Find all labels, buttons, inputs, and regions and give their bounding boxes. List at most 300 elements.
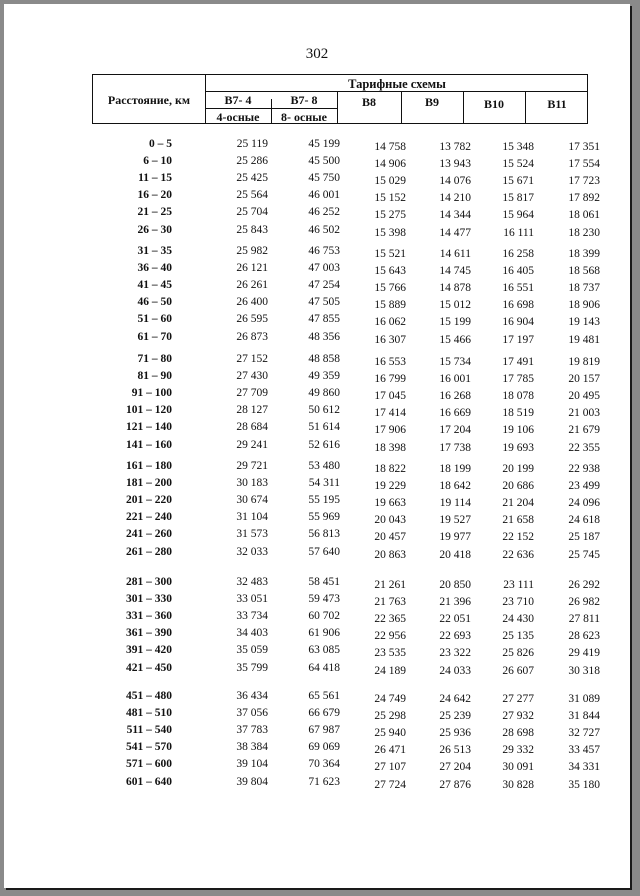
col-subheader-b7-4: 4-осные xyxy=(216,110,260,124)
tariff-cell: 26 292 xyxy=(568,579,600,591)
tariff-cell: 17 204 xyxy=(439,424,471,437)
tariff-cell: 18 822 xyxy=(374,463,406,475)
tariff-cell: 14 210 xyxy=(439,192,471,205)
tariff-cell: 16 001 xyxy=(439,373,471,386)
tariff-cell: 28 127 xyxy=(236,404,268,417)
tariff-cell: 22 636 xyxy=(502,548,534,561)
table-row xyxy=(4,439,630,456)
tariff-cell: 46 753 xyxy=(308,245,340,257)
tariff-cell: 15 029 xyxy=(374,175,406,188)
tariff-cell: 24 430 xyxy=(502,613,534,626)
tariff-cell: 23 499 xyxy=(568,480,600,493)
tariff-cell: 69 069 xyxy=(308,741,340,754)
tariff-cell: 14 076 xyxy=(439,175,471,188)
tariff-cell: 19 229 xyxy=(374,480,406,493)
tariff-cell: 55 969 xyxy=(308,511,340,524)
table-row xyxy=(4,245,630,262)
col-header-b10: В10 xyxy=(483,97,504,111)
tariff-cell: 23 710 xyxy=(502,596,534,609)
tariff-cell: 28 684 xyxy=(236,421,268,434)
tariff-cell: 57 640 xyxy=(308,545,340,558)
table-row xyxy=(4,138,630,155)
distance-cell: 221 – 240 xyxy=(126,511,172,524)
tariff-cell: 15 152 xyxy=(374,192,406,205)
document-page xyxy=(4,4,630,888)
tariff-cell: 17 738 xyxy=(439,441,471,454)
distance-cell: 46 – 50 xyxy=(137,296,172,309)
tariff-cell: 35 799 xyxy=(236,661,268,674)
tariff-cell: 21 658 xyxy=(502,514,534,527)
tariff-cell: 27 724 xyxy=(374,778,406,791)
tariff-cell: 19 693 xyxy=(502,441,534,454)
tariff-cell: 19 819 xyxy=(568,356,600,368)
tariff-cell: 71 623 xyxy=(308,775,340,788)
tariff-cell: 26 471 xyxy=(374,744,406,757)
tariff-cell: 15 524 xyxy=(502,158,534,171)
distance-cell: 601 – 640 xyxy=(126,775,172,788)
tariff-cell: 17 045 xyxy=(374,390,406,403)
table-row xyxy=(4,313,630,330)
tariff-cell: 24 189 xyxy=(374,664,406,677)
tariff-cell: 15 734 xyxy=(439,356,471,368)
tariff-cell: 29 332 xyxy=(502,744,534,757)
page-number: 302 xyxy=(305,46,329,62)
tariff-cell: 20 199 xyxy=(502,463,534,475)
tariff-cell: 22 365 xyxy=(374,613,406,626)
tariff-cell: 32 033 xyxy=(236,545,268,558)
distance-cell: 71 – 80 xyxy=(137,353,172,365)
tariff-cell: 65 561 xyxy=(308,690,340,702)
tariff-cell: 15 199 xyxy=(439,316,471,329)
table-row xyxy=(4,477,630,494)
tariff-cell: 24 749 xyxy=(374,693,406,705)
table-row xyxy=(4,546,630,563)
tariff-cell: 48 356 xyxy=(308,330,340,343)
tariff-cell: 15 348 xyxy=(502,141,534,153)
distance-cell: 41 – 45 xyxy=(137,279,172,292)
tariff-cell: 25 135 xyxy=(502,630,534,643)
tariff-cell: 48 858 xyxy=(308,353,340,365)
tariff-cell: 67 987 xyxy=(308,724,340,737)
tariff-cell: 30 318 xyxy=(568,664,600,677)
tariff-cell: 20 863 xyxy=(374,548,406,561)
tariff-cell: 18 061 xyxy=(568,209,600,222)
tariff-cell: 19 106 xyxy=(502,424,534,437)
distance-cell: 36 – 40 xyxy=(137,262,172,275)
tariff-cell: 25 704 xyxy=(236,206,268,219)
distance-cell: 101 – 120 xyxy=(126,404,172,417)
distance-cell: 81 – 90 xyxy=(137,370,172,383)
tariff-cell: 31 104 xyxy=(236,511,268,524)
distance-cell: 91 – 100 xyxy=(131,387,172,400)
tariff-cell: 17 906 xyxy=(374,424,406,437)
tariff-cell: 18 199 xyxy=(439,463,471,475)
distance-cell: 241 – 260 xyxy=(126,528,172,541)
tariff-cell: 25 187 xyxy=(568,531,600,544)
table-row xyxy=(4,387,630,404)
tariff-cell: 20 043 xyxy=(374,514,406,527)
tariff-cell: 30 091 xyxy=(502,761,534,774)
tariff-cell: 16 669 xyxy=(439,407,471,420)
tariff-cell: 15 817 xyxy=(502,192,534,205)
tariff-cell: 18 230 xyxy=(568,226,600,239)
tariff-cell: 25 745 xyxy=(568,548,600,561)
tariff-cell: 16 698 xyxy=(502,299,534,312)
distance-cell: 391 – 420 xyxy=(126,644,172,657)
tariff-cell: 17 351 xyxy=(568,141,600,153)
tariff-cell: 17 491 xyxy=(502,356,534,368)
tariff-cell: 27 107 xyxy=(374,761,406,774)
tariff-cell: 16 553 xyxy=(374,356,406,368)
tariff-cell: 63 085 xyxy=(308,644,340,657)
tariff-cell: 15 012 xyxy=(439,299,471,312)
table-row xyxy=(4,189,630,206)
tariff-cell: 16 551 xyxy=(502,282,534,295)
tariff-cell: 19 977 xyxy=(439,531,471,544)
tariff-cell: 34 403 xyxy=(236,627,268,640)
tariff-cell: 21 204 xyxy=(502,497,534,510)
tariff-cell: 28 698 xyxy=(502,727,534,740)
tariff-cell: 26 400 xyxy=(236,296,268,309)
tariff-cell: 25 286 xyxy=(236,155,268,168)
table-row xyxy=(4,331,630,348)
table-row xyxy=(4,690,630,707)
col-subheader-b7-8: 8- осные xyxy=(281,110,327,124)
table-row xyxy=(4,155,630,172)
tariff-cell: 22 956 xyxy=(374,630,406,643)
tariff-cell: 16 258 xyxy=(502,248,534,260)
tariff-cell: 24 642 xyxy=(439,693,471,705)
distance-cell: 11 – 15 xyxy=(138,172,172,185)
tariff-cell: 22 355 xyxy=(568,441,600,454)
tariff-cell: 27 811 xyxy=(568,613,600,626)
distance-cell: 141 – 160 xyxy=(126,438,172,451)
tariff-cell: 16 268 xyxy=(439,390,471,403)
tariff-cell: 14 344 xyxy=(439,209,471,222)
distance-cell: 201 – 220 xyxy=(126,494,172,507)
distance-cell: 421 – 450 xyxy=(126,661,172,674)
tariff-cell: 21 396 xyxy=(439,596,471,609)
tariff-cell: 22 693 xyxy=(439,630,471,643)
tariff-cell: 14 611 xyxy=(439,248,471,260)
tariff-cell: 16 405 xyxy=(502,265,534,278)
tariff-cell: 19 663 xyxy=(374,497,406,510)
table-row xyxy=(4,279,630,296)
table-row xyxy=(4,460,630,477)
tariff-cell: 35 180 xyxy=(568,778,600,791)
tariff-cell: 27 277 xyxy=(502,693,534,705)
table-row xyxy=(4,421,630,438)
distance-cell: 21 – 25 xyxy=(137,206,172,219)
tariff-cell: 18 906 xyxy=(568,299,600,312)
tariff-cell: 18 398 xyxy=(374,441,406,454)
table-row xyxy=(4,741,630,758)
distance-cell: 31 – 35 xyxy=(137,245,172,257)
tariff-cell: 58 451 xyxy=(308,576,340,588)
tariff-cell: 61 906 xyxy=(308,627,340,640)
table-row xyxy=(4,707,630,724)
distance-cell: 571 – 600 xyxy=(126,758,172,771)
tariff-cell: 29 241 xyxy=(236,438,268,451)
tariff-cell: 13 782 xyxy=(439,141,471,153)
tariff-cell: 52 616 xyxy=(308,438,340,451)
tariff-cell: 49 359 xyxy=(308,370,340,383)
table-row xyxy=(4,172,630,189)
distance-cell: 481 – 510 xyxy=(126,707,172,720)
tariff-cell: 20 418 xyxy=(439,548,471,561)
table-row xyxy=(4,511,630,528)
tariff-cell: 45 500 xyxy=(308,155,340,168)
tariff-cell: 21 261 xyxy=(374,579,406,591)
tariff-cell: 17 892 xyxy=(568,192,600,205)
distance-cell: 121 – 140 xyxy=(126,421,172,434)
tariff-cell: 18 078 xyxy=(502,390,534,403)
table-row xyxy=(4,662,630,679)
table-row xyxy=(4,576,630,593)
tariff-cell: 30 183 xyxy=(236,477,268,490)
tariff-cell: 17 414 xyxy=(374,407,406,420)
tariff-cell: 15 671 xyxy=(502,175,534,188)
tariff-cell: 25 826 xyxy=(502,647,534,660)
distance-cell: 541 – 570 xyxy=(126,741,172,754)
tariff-cell: 23 322 xyxy=(439,647,471,660)
tariff-cell: 37 056 xyxy=(236,707,268,720)
tariff-cell: 31 573 xyxy=(236,528,268,541)
tariff-cell: 22 051 xyxy=(439,613,471,626)
tariff-cell: 14 906 xyxy=(374,158,406,171)
tariff-cell: 15 398 xyxy=(374,226,406,239)
tariff-cell: 17 785 xyxy=(502,373,534,386)
table-row xyxy=(4,644,630,661)
tariff-cell: 18 519 xyxy=(502,407,534,420)
tariff-cell: 26 982 xyxy=(568,596,600,609)
tariff-cell: 23 535 xyxy=(374,647,406,660)
tariff-cell: 25 940 xyxy=(374,727,406,740)
tariff-cell: 18 737 xyxy=(568,282,600,295)
distance-header: Расстояние, км xyxy=(107,93,191,107)
tariff-cell: 35 059 xyxy=(236,644,268,657)
tariff-cell: 18 568 xyxy=(568,265,600,278)
tariff-cell: 17 723 xyxy=(568,175,600,188)
tariff-cell: 20 157 xyxy=(568,373,600,386)
tariff-cell: 47 855 xyxy=(308,313,340,326)
tariff-cell: 55 195 xyxy=(308,494,340,507)
tariff-cell: 64 418 xyxy=(308,661,340,674)
table-row xyxy=(4,370,630,387)
tariff-cell: 20 686 xyxy=(502,480,534,493)
tariff-cell: 23 111 xyxy=(503,579,534,591)
tariff-cell: 19 527 xyxy=(439,514,471,527)
tariff-cell: 47 003 xyxy=(308,262,340,275)
distance-cell: 261 – 280 xyxy=(126,545,172,558)
tariff-cell: 25 936 xyxy=(439,727,471,740)
table-row xyxy=(4,224,630,241)
table-row xyxy=(4,296,630,313)
table-row xyxy=(4,627,630,644)
tariff-cell: 18 399 xyxy=(568,248,600,260)
tariff-cell: 26 595 xyxy=(236,313,268,326)
table-row xyxy=(4,528,630,545)
tariff-cell: 18 642 xyxy=(439,480,471,493)
tariff-cell: 46 502 xyxy=(308,223,340,236)
tariff-cell: 30 674 xyxy=(236,494,268,507)
distance-cell: 26 – 30 xyxy=(137,223,172,236)
distance-cell: 51 – 60 xyxy=(137,313,172,326)
tariff-cell: 16 799 xyxy=(374,373,406,386)
table-header xyxy=(92,74,588,124)
tariff-cell: 27 204 xyxy=(439,761,471,774)
tariff-cell: 27 932 xyxy=(502,710,534,723)
tariff-cell: 27 430 xyxy=(236,370,268,383)
tariff-cell: 47 254 xyxy=(308,279,340,292)
tariff-cell: 21 763 xyxy=(374,596,406,609)
tariff-cell: 25 982 xyxy=(236,245,268,257)
tariff-cell: 47 505 xyxy=(308,296,340,309)
tariff-cell: 31 089 xyxy=(568,693,600,705)
tariff-cell: 15 466 xyxy=(439,333,471,346)
tariff-cell: 14 745 xyxy=(439,265,471,278)
table-row xyxy=(4,776,630,793)
tariff-cell: 50 612 xyxy=(308,404,340,417)
col-header-b7-4: В7- 4 xyxy=(224,93,252,107)
distance-cell: 281 – 300 xyxy=(126,576,172,588)
tariff-cell: 25 564 xyxy=(236,189,268,202)
tariff-cell: 45 199 xyxy=(308,138,340,150)
tariff-cell: 21 679 xyxy=(568,424,600,437)
tariff-cell: 32 727 xyxy=(568,727,600,740)
tariff-cell: 49 860 xyxy=(308,387,340,400)
tariff-cell: 38 384 xyxy=(236,741,268,754)
tariff-cell: 19 143 xyxy=(568,316,600,329)
tariff-cell: 15 521 xyxy=(374,248,406,260)
tariff-cell: 32 483 xyxy=(236,576,268,588)
tariff-cell: 26 513 xyxy=(439,744,471,757)
table-row xyxy=(4,724,630,741)
col-header-b8: В8 xyxy=(361,95,376,109)
distance-cell: 181 – 200 xyxy=(126,477,172,490)
distance-cell: 511 – 540 xyxy=(126,724,172,737)
tariff-cell: 14 477 xyxy=(439,226,471,239)
tariff-cell: 19 114 xyxy=(439,497,471,510)
tariff-cell: 29 721 xyxy=(236,460,268,472)
distance-cell: 361 – 390 xyxy=(126,627,172,640)
tariff-cell: 13 943 xyxy=(439,158,471,171)
tariff-cell: 31 844 xyxy=(568,710,600,723)
distance-cell: 61 – 70 xyxy=(137,330,172,343)
tariff-cell: 15 643 xyxy=(374,265,406,278)
table-row xyxy=(4,404,630,421)
tariff-cell: 27 876 xyxy=(439,778,471,791)
tariff-cell: 22 938 xyxy=(568,463,600,475)
tariff-cell: 14 758 xyxy=(374,141,406,153)
tariff-cell: 51 614 xyxy=(308,421,340,434)
table-row xyxy=(4,610,630,627)
tariff-cell: 56 813 xyxy=(308,528,340,541)
tariff-cell: 70 364 xyxy=(308,758,340,771)
col-header-b7-8: В7- 8 xyxy=(290,93,318,107)
tariff-cell: 15 889 xyxy=(374,299,406,312)
tariff-cell: 16 111 xyxy=(503,226,534,239)
tariff-cell: 17 554 xyxy=(568,158,600,171)
tariff-cell: 37 783 xyxy=(236,724,268,737)
tariff-cell: 20 850 xyxy=(439,579,471,591)
tariff-cell: 16 062 xyxy=(374,316,406,329)
distance-cell: 451 – 480 xyxy=(126,690,172,702)
tariff-cell: 24 096 xyxy=(568,497,600,510)
table-row xyxy=(4,262,630,279)
header-rule xyxy=(205,108,337,109)
tariff-cell: 54 311 xyxy=(308,477,340,490)
tariff-cell: 16 904 xyxy=(502,316,534,329)
tariff-cell: 39 804 xyxy=(236,775,268,788)
tariff-cell: 24 033 xyxy=(439,664,471,677)
tariff-cell: 27 709 xyxy=(236,387,268,400)
tariff-cell: 26 607 xyxy=(502,664,534,677)
tariff-cell: 34 331 xyxy=(568,761,600,774)
tariff-cell: 60 702 xyxy=(308,610,340,623)
tariff-schemes-header: Тарифные схемы xyxy=(348,77,446,91)
col-header-b11: В11 xyxy=(547,97,567,111)
distance-cell: 301 – 330 xyxy=(126,593,172,606)
distance-cell: 16 – 20 xyxy=(137,189,172,202)
table-row xyxy=(4,494,630,511)
tariff-cell: 28 623 xyxy=(568,630,600,643)
tariff-cell: 25 239 xyxy=(439,710,471,723)
table-row xyxy=(4,758,630,775)
tariff-cell: 39 104 xyxy=(236,758,268,771)
tariff-cell: 19 481 xyxy=(568,333,600,346)
tariff-cell: 15 275 xyxy=(374,209,406,222)
tariff-cell: 26 261 xyxy=(236,279,268,292)
distance-cell: 6 – 10 xyxy=(143,155,172,168)
col-header-b9: В9 xyxy=(424,95,439,109)
tariff-cell: 33 457 xyxy=(568,744,600,757)
tariff-cell: 53 480 xyxy=(308,460,340,472)
tariff-cell: 36 434 xyxy=(236,690,268,702)
distance-cell: 0 – 5 xyxy=(149,138,172,150)
tariff-cell: 25 119 xyxy=(236,138,268,150)
distance-cell: 331 – 360 xyxy=(126,610,172,623)
distance-cell: 161 – 180 xyxy=(126,460,172,472)
tariff-cell: 24 618 xyxy=(568,514,600,527)
tariff-cell: 26 873 xyxy=(236,330,268,343)
tariff-cell: 66 679 xyxy=(308,707,340,720)
tariff-cell: 30 828 xyxy=(502,778,534,791)
table-row xyxy=(4,593,630,610)
tariff-cell: 17 197 xyxy=(502,333,534,346)
table-row xyxy=(4,206,630,223)
tariff-cell: 33 051 xyxy=(236,593,268,606)
tariff-cell: 46 252 xyxy=(308,206,340,219)
tariff-cell: 26 121 xyxy=(236,262,268,275)
tariff-cell: 25 843 xyxy=(236,223,268,236)
tariff-cell: 25 425 xyxy=(236,172,268,185)
tariff-cell: 25 298 xyxy=(374,710,406,723)
tariff-cell: 21 003 xyxy=(568,407,600,420)
tariff-cell: 59 473 xyxy=(308,593,340,606)
tariff-cell: 20 457 xyxy=(374,531,406,544)
table-row xyxy=(4,353,630,370)
tariff-cell: 45 750 xyxy=(308,172,340,185)
tariff-cell: 15 964 xyxy=(502,209,534,222)
tariff-cell: 20 495 xyxy=(568,390,600,403)
tariff-cell: 22 152 xyxy=(502,531,534,544)
tariff-cell: 29 419 xyxy=(568,647,600,660)
tariff-cell: 27 152 xyxy=(236,353,268,365)
tariff-cell: 15 766 xyxy=(374,282,406,295)
tariff-cell: 46 001 xyxy=(308,189,340,202)
tariff-cell: 16 307 xyxy=(374,333,406,346)
